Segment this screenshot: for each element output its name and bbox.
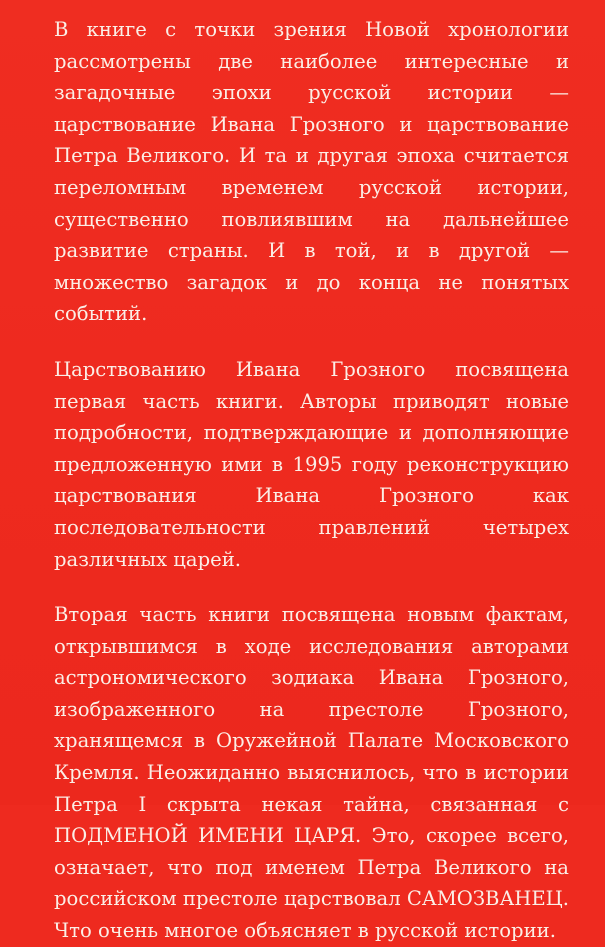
paragraph-peter-the-great: Вторая часть книги посвящена новым фактам, открывшимся в ходе исследования авторами астрономического зодиака Ивана Грозного, изображенного на престоле Грозного, хранящемся в Оружейной Палате Московского Кремля. Неожиданно выяснилось, что в истории Петра I скрыта некая тайна, связанная с ПОДМЕНОЙ ИМЕНИ ЦАРЯ. Это, скорее всего, означает, что под именем Петра Великого на российском престоле царствовал САМОЗВАНЕЦ. Что очень многое объясняет в русской истории. — [54, 603, 569, 943]
paragraph-ivan-the-terrible: Царствованию Ивана Грозного посвящена первая часть книги. Авторы приводят новые подробности, подтверждающие и дополняющие предложенную ими в 1995 году реконструкцию царствования Ивана Грозного как последовательности правлений четырех различных царей. — [54, 357, 569, 571]
paragraph-intro: В книге с точки зрения Новой хронологии рассмотрены две наиболее интересные и загадочные эпохи русской истории — царствование Ивана Грозного и царствование Петра Великого. И та и другая эпоха считается переломным временем русской истории, существенно повлиявшим на дальнейшее развитие страны. И в той, и в другой — множество загадок и до конца не понятых событий. — [54, 18, 569, 326]
